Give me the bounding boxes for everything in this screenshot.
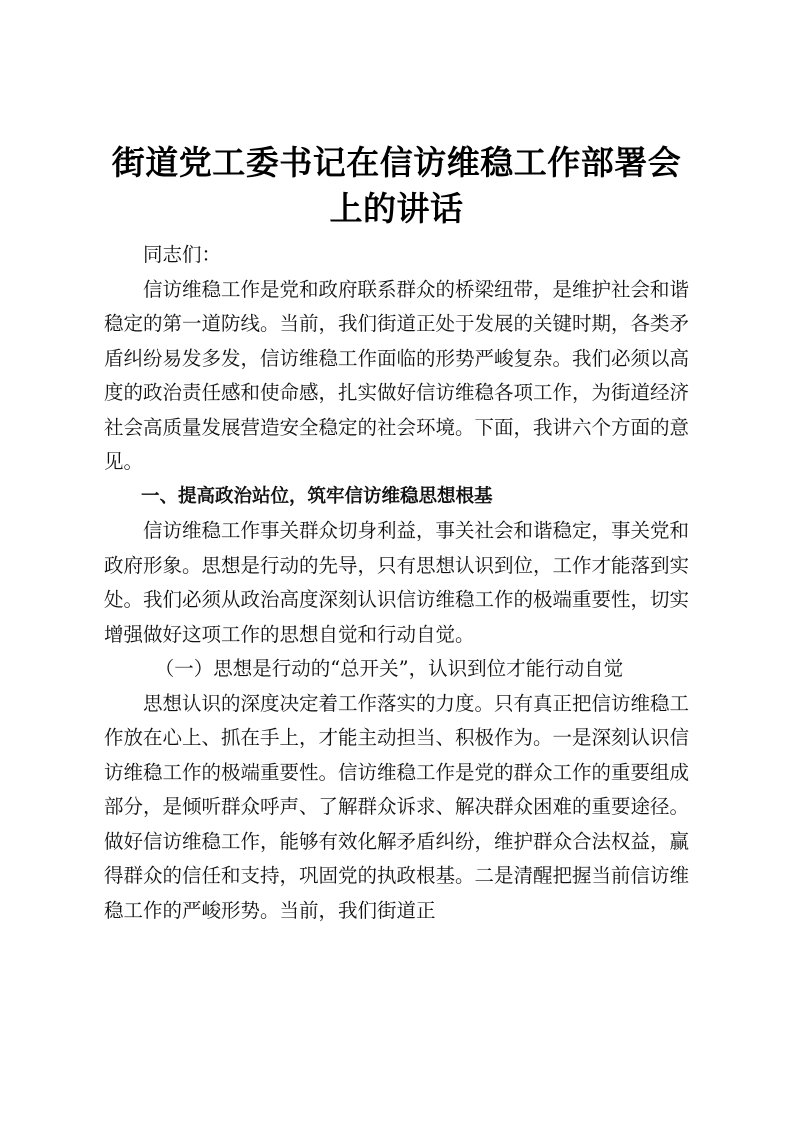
section-heading-1: 一、提高政治站位，筑牢信访维稳思想根基 <box>141 485 493 507</box>
salutation: 同志们： <box>143 243 222 266</box>
subsection-heading-1: （一）思想是行动的“总开关”，认识到位才能行动自觉 <box>154 657 624 680</box>
subsection-1-paragraph: 思想认识的深度决定着工作落实的力度。只有真正把信访维稳工作放在心上、抓在手上，才能主动担当、积极作为。一是深刻认识信访维稳工作的极端重要性。信访维稳工作是党的群众工作的重要组成部分，是倾听群众呼声、了解群众诉求、解决群众困难的重要途径。做好信访维稳工作，能够有效化解矛盾纠纷，维护群众合法权益，赢得群众的信任和支持，巩固党的执政根基。二是清醒把握当前信访维稳工作的严峻形势。当前，我们街道正 <box>104 691 690 922</box>
intro-paragraph: 信访维稳工作是党和政府联系群众的桥梁纽带，是维护社会和谐稳定的第一道防线。当前，我们街道正处于发展的关键时期，各类矛盾纠纷易发多发，信访维稳工作面临的形势严峻复杂。我们必须以高度的政治责任感和使命感，扎实做好信访维稳各项工作，为街道经济社会高质量发展营造安全稳定的社会环境。下面，我讲六个方面的意见。 <box>104 277 690 473</box>
section-1-paragraph: 信访维稳工作事关群众切身利益，事关社会和谐稳定，事关党和政府形象。思想是行动的先导，只有思想认识到位，工作才能落到实处。我们必须从政治高度深刻认识信访维稳工作的极端重要性，切实增强做好这项工作的思想自觉和行动自觉。 <box>104 519 690 646</box>
document-title: 街道党工委书记在信访维稳工作部署会上的讲话 <box>111 143 682 228</box>
